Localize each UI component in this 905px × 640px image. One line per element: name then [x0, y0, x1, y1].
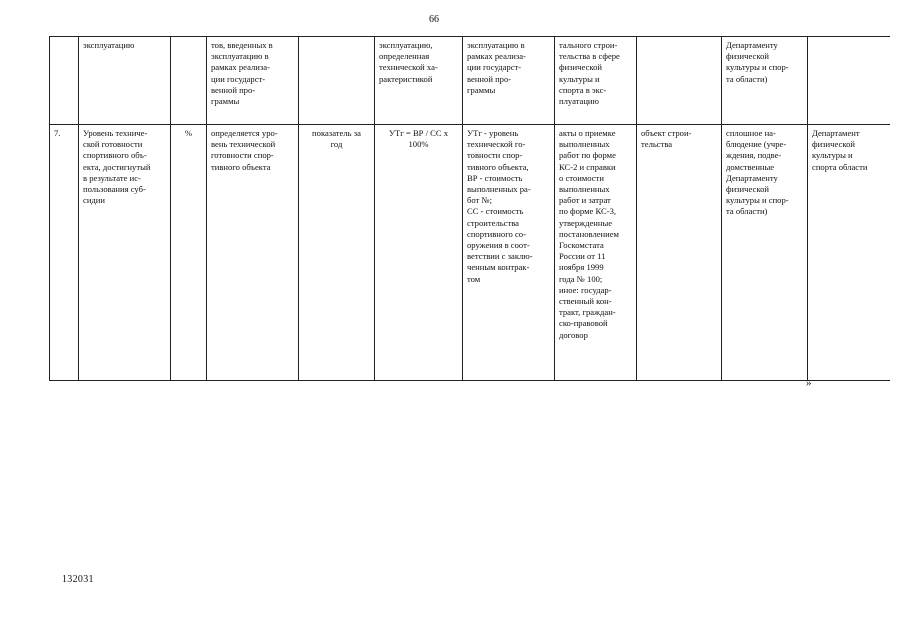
table-cell-definition: определяется уро- вень технической готовности спор- тивного объекта — [207, 125, 299, 381]
table-cell-formula-explanation: эксплуатацию в рамках реализа- ции государст- венной про- граммы — [463, 37, 555, 125]
table-cell-definition: тов, введенных в эксплуатацию в рамках реализа- ции государст- венной про- граммы — [207, 37, 299, 125]
table-cell-time-characteristic: показатель за год — [299, 125, 375, 381]
table-cell-observation-unit: объект строи- тельства — [637, 125, 722, 381]
table-row-continuation — [50, 37, 890, 125]
table-cell-indicator-name: Уровень техниче- ской готовности спортивного объ- екта, достигнутый в результате ис- пользования суб- сидии — [79, 125, 171, 381]
table-cell-unit — [171, 37, 207, 125]
table-cell-collection-method: Департаменту физической культуры и спор- та области) — [722, 37, 808, 125]
indicator-table — [49, 36, 890, 381]
table-cell-collection-method: сплошное на- блюдение (учре- ждения, подве- домственные Департаменту физической культуры и спор- та области) — [722, 125, 808, 381]
table-cell-data-source: тального строи- тельства в сфере физической культуры и спорта в экс- плуатацию — [555, 37, 637, 125]
table-cell-number: 7. — [50, 125, 79, 381]
table-cell-data-source: акты о приемке выполненных работ по форме КС-2 и справки о стоимости выполненных работ и затрат по форме КС-3, утвержденные постановлением Госкомстата России от 11 ноября 1999 года № 100; иное: государ- ственный кон- тракт, граждан- ско-правовой договор — [555, 125, 637, 381]
table-cell-observation-unit — [637, 37, 722, 125]
closing-quote: » — [806, 377, 812, 389]
table-cell-number — [50, 37, 79, 125]
table-cell-formula-explanation: УТг - уровень технической го- товности спор- тивного объекта, ВР - стоимость выполненных ра- бот №; СС - стоимость строительства спортивного со- оружения в соот- ветствии с заклю- ченным контрак- том — [463, 125, 555, 381]
page-number: 66 — [429, 14, 439, 25]
table-cell-formula: УТг = ВР / СС x 100% — [375, 125, 463, 381]
table-cell-formula: эксплуатацию, определенная технической ха- рактеристикой — [375, 37, 463, 125]
table-cell-unit: % — [171, 125, 207, 381]
table-cell-responsible: Департамент физической культуры и спорта области — [808, 125, 890, 381]
table-cell-indicator-name: эксплуатацию — [79, 37, 171, 125]
table-row-7 — [50, 125, 890, 381]
table-cell-responsible — [808, 37, 890, 125]
table-cell-time-characteristic — [299, 37, 375, 125]
document-code: 132031 — [62, 574, 94, 585]
